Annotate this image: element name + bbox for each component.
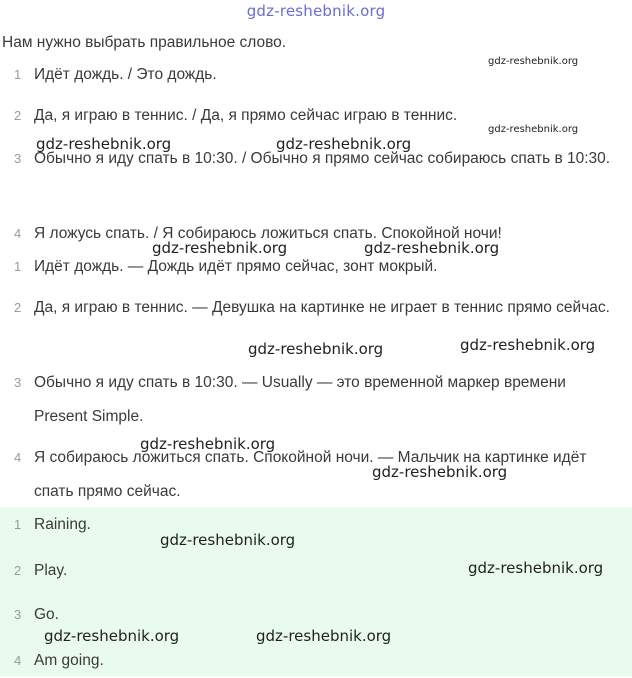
answer-text: Am going.: [34, 652, 104, 669]
item-text: Идёт дождь. — Дождь идёт прямо сейчас, зонт мокрый.: [34, 258, 438, 275]
item-number: 2: [14, 563, 22, 578]
watermark: gdz-reshebnik.org: [44, 627, 180, 645]
watermark: gdz-reshebnik.org: [256, 627, 392, 645]
item-number: 1: [14, 67, 22, 82]
watermark: gdz-reshebnik.org: [468, 559, 604, 577]
answer-text: Play.: [34, 562, 68, 579]
item-number: 4: [14, 450, 22, 465]
item-number: 4: [14, 226, 22, 241]
item-number: 1: [14, 517, 22, 532]
item-text: Идёт дождь. / Это дождь.: [34, 66, 217, 83]
item-number: 3: [14, 607, 22, 622]
item-number: 1: [14, 259, 22, 274]
watermark: gdz-reshebnik.org: [36, 135, 172, 153]
watermark: gdz-reshebnik.org: [460, 336, 596, 354]
watermark: gdz-reshebnik.org: [488, 124, 579, 135]
watermark: gdz-reshebnik.org: [140, 435, 276, 453]
item-number: 2: [14, 108, 22, 123]
item-number: 3: [14, 375, 22, 390]
watermark: gdz-reshebnik.org: [372, 463, 508, 481]
item-text: Обычно я иду спать в 10:30. — Usually — это временной маркер времени Present Simple.: [34, 374, 566, 425]
item-text: Да, я играю в теннис. — Девушка на картинке не играет в теннис прямо сейчас.: [34, 299, 610, 316]
item-text: Я ложусь спать. / Я собираюсь ложиться спать. Спокойной ночи!: [34, 225, 502, 242]
item-number: 4: [14, 653, 22, 668]
intro-text: Нам нужно выбрать правильное слово.: [2, 34, 287, 51]
answer-text: Raining.: [34, 516, 91, 533]
watermark: gdz-reshebnik.org: [160, 531, 296, 549]
item-number: 3: [14, 151, 22, 166]
watermark: gdz-reshebnik.org: [152, 239, 288, 257]
item-text: Я собираюсь ложиться спать. Спокойной ночи. — Мальчик на картинке идёт спать прямо сейчас.: [34, 449, 587, 500]
item-text: Да, я играю в теннис. / Да, я прямо сейчас играю в теннис.: [34, 107, 458, 124]
watermark: gdz-reshebnik.org: [276, 135, 412, 153]
watermark: gdz-reshebnik.org: [488, 56, 579, 67]
site-header-watermark: gdz-reshebnik.org: [246, 2, 386, 20]
watermark: gdz-reshebnik.org: [248, 340, 384, 358]
item-number: 2: [14, 300, 22, 315]
answer-text: Go.: [34, 606, 59, 623]
item-text: Обычно я иду спать в 10:30. / Обычно я прямо сейчас собираюсь спать в 10:30.: [34, 150, 611, 167]
watermark: gdz-reshebnik.org: [364, 239, 500, 257]
